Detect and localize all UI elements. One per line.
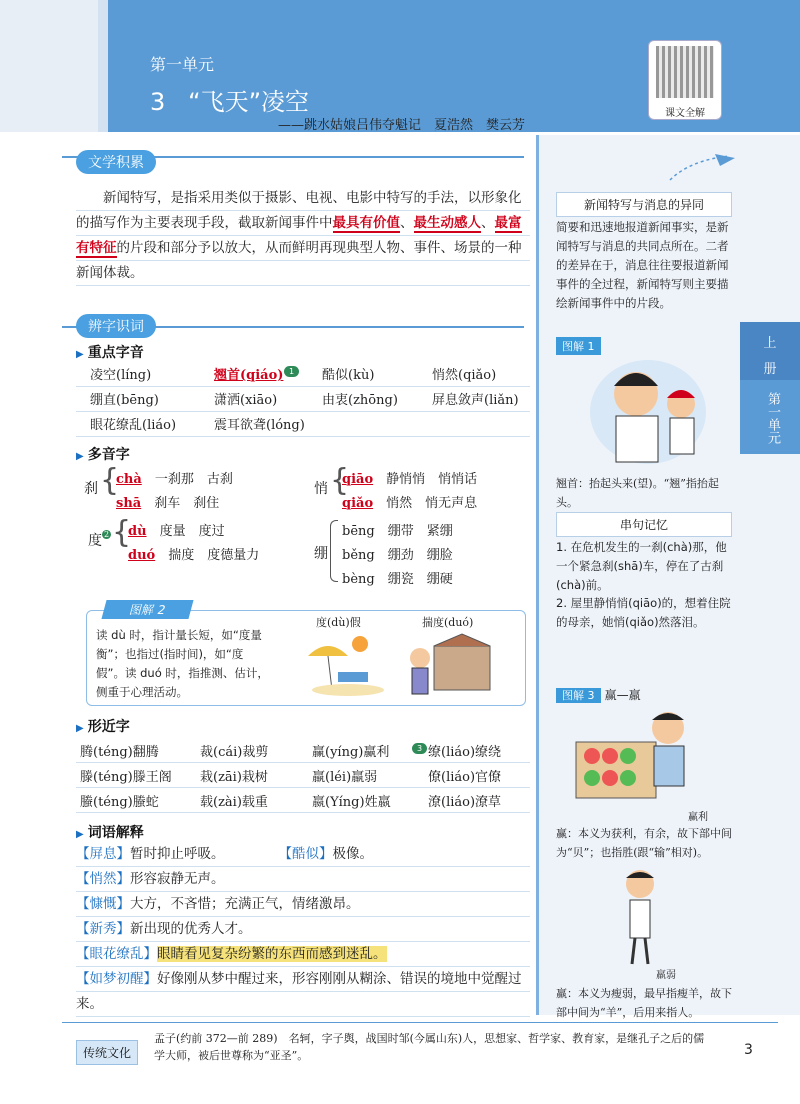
- cha-char: 刹: [84, 481, 98, 497]
- side-tab-b: 册: [763, 362, 777, 377]
- du-row2: duó 揣度 度德量力: [128, 548, 260, 563]
- vocab-row-6: 【如梦初醒】好像刚从梦中醒过来，形容刚刚从糊涂、错误的境地中觉醒过来。: [76, 971, 522, 1012]
- beng-row3: bèng 绷瓷 绷硬: [342, 572, 453, 587]
- du-char: 度 $^2$: [88, 530, 110, 549]
- beng-char: 绷: [314, 546, 328, 562]
- lesson-title: 3 “飞天”凌空: [150, 88, 310, 116]
- ying-caption: 赢：本义为获利，有余，故下部中间为“贝”；也指胜(跟“输”相对)。: [556, 827, 732, 859]
- beng-row2: běng 绷劲 绷脸: [342, 548, 453, 563]
- tujie1-label: 图解 1: [556, 337, 601, 355]
- qr-code-icon[interactable]: [656, 46, 714, 98]
- tujie2-cap1: 度(dù)假: [316, 616, 361, 629]
- header-left-panel: [0, 0, 108, 132]
- tujie2-cap2: 揣度(duó): [422, 616, 474, 629]
- sidebar-box1-text: 简要和迅速地报道新闻事实，是新闻特写与消息的共同点所在。二者的差异在于，消息往往要报道新闻事件的全过程，新闻特写则主要描绘新闻事件中的片段。: [556, 220, 729, 310]
- footer-tag: 传统文化: [76, 1040, 138, 1065]
- brace: [330, 520, 338, 582]
- tujie2-text: 读 dù 时，指计量长短，如“度量衡”；也指过(指时间)，如“度假”。读 duó 时，指推测、估计，侧重于心理活动。: [96, 628, 269, 699]
- cha-row2: shā 刹车 刹住: [116, 496, 220, 511]
- tujie3-lei-illustration: [610, 866, 670, 966]
- page-number: 3: [744, 1042, 753, 1058]
- side-tab-a: 上: [763, 336, 777, 351]
- vocab-row-4: 【新秀】新出现的优秀人才。: [76, 921, 252, 937]
- lei-label: 羸弱: [656, 970, 676, 981]
- literature-paragraph: 新闻特写，是指采用类似于摄影、电视、电影中特写的手法，以形象化的描写作为主要表现手段，截取新闻事件中最具有价值、最生动感人、最富有特征的片段和部分予以放大，从而鲜明再现典型人物、事件、场景的一种新闻体裁。: [76, 186, 530, 286]
- vocab-row-3: 【慷慨】大方，不吝惜；充满正气，情绪激昂。: [76, 896, 360, 912]
- header-left-strip: [98, 0, 108, 132]
- tujie3-ying-illustration: [572, 706, 702, 810]
- key-title: ▶ 重点字音: [76, 342, 144, 362]
- tujie2-vacation-illustration: [298, 632, 384, 698]
- qiao-char: 悄: [314, 481, 328, 497]
- cha-row1: chà 一刹那 古刹: [116, 472, 233, 487]
- similar-title: ▶ 形近字: [76, 716, 130, 736]
- similar-table: 腾(téng)翻腾 滕(téng)滕王阁 螣(téng)螣蛇 裁(cái)裁剪 栽(zāi)栽树 载(zài)载重 赢(yíng)赢利 3 羸(léi)羸弱 嬴(Yíng)姓嬴 缭(liáo)缭绕 僚(liáo)官僚 潦(liáo)潦草: [76, 738, 530, 814]
- du-row1: dù 度量 度过: [128, 524, 225, 539]
- lei-caption: 羸：本义为瘦弱，最早指瘦羊，故下部中间为“羊”，后用来指人。: [556, 987, 732, 1019]
- tujie2-ponder-illustration: [404, 632, 496, 698]
- brace: {: [100, 463, 120, 498]
- sidebar-box2-item1: 1. 在危机发生的一刹(chà)那，他一个紧急刹(shā)车，停在了古刹(chà)前。: [556, 540, 727, 592]
- unit-label: 第一单元: [150, 55, 215, 74]
- brace: {: [330, 463, 350, 498]
- vocab-row-1: 【屏息】暂时抑止呼吸。 【酷似】极像。: [76, 846, 373, 862]
- sidebar-box2-item2: 2. 屋里静悄悄(qiāo)的，想着住院的母亲，她悄(qiǎo)然落泪。: [556, 596, 731, 629]
- sidebar-divider: [536, 135, 539, 1015]
- sidebar-box2-title: 串句记忆: [556, 512, 732, 537]
- side-tab-c: 第一单元: [765, 392, 780, 444]
- qiao-row1: qiāo 静悄悄 悄悄话: [342, 472, 478, 487]
- vocab-row-5: 【眼花缭乱】眼睛看见复杂纷繁的东西而感到迷乱。: [76, 946, 387, 962]
- tujie1-caption: 翘首：抬起头来(望)。“翘”指抬起头。: [556, 477, 719, 509]
- beng-row1: bēng 绷带 紧绷: [342, 524, 453, 539]
- qiao-row2: qiǎo 悄然 悄无声息: [342, 496, 478, 511]
- vocab-title: ▶ 词语解释: [76, 822, 144, 842]
- lesson-subtitle: ——跳水姑娘吕伟夺魁记 夏浩然 樊云芳: [278, 118, 526, 133]
- vocab-row-2: 【悄然】形容寂静无声。: [76, 871, 225, 887]
- literature-tag: 文学积累: [76, 150, 156, 174]
- tujie3-header: 图解 3 赢—羸: [556, 686, 641, 703]
- sidebar-box1-title: 新闻特写与消息的异同: [556, 192, 732, 217]
- multi-title: ▶ 多音字: [76, 444, 130, 464]
- footer-divider: [62, 1022, 778, 1023]
- key-words: 凌空(líng) 翘首(qiáo) 1 酷似(kù) 悄然(qiǎo) 绷直(bēng) 潇洒(xiāo) 由衷(zhōng) 屏息敛声(liǎn) 眼花缭乱(liáo) 震耳欲聋(lóng): [76, 362, 530, 437]
- tujie2-label: 图解 2: [101, 600, 194, 619]
- qr-label: 课文全解: [665, 108, 705, 119]
- tujie1-illustration: [586, 352, 710, 470]
- ying-label: 赢利: [688, 812, 708, 823]
- brace: {: [112, 515, 132, 550]
- footer-text: 孟子(约前 372—前 289) 名轲，字子舆，战国时邹(今属山东)人，思想家、哲学家、教育家，是继孔子之后的儒学大师，被后世尊称为“亚圣”。: [154, 1032, 705, 1062]
- vocab-list: [76, 842, 530, 1018]
- bianzi-tag: 辨字识词: [76, 314, 156, 338]
- paper-plane-icon: [660, 150, 740, 190]
